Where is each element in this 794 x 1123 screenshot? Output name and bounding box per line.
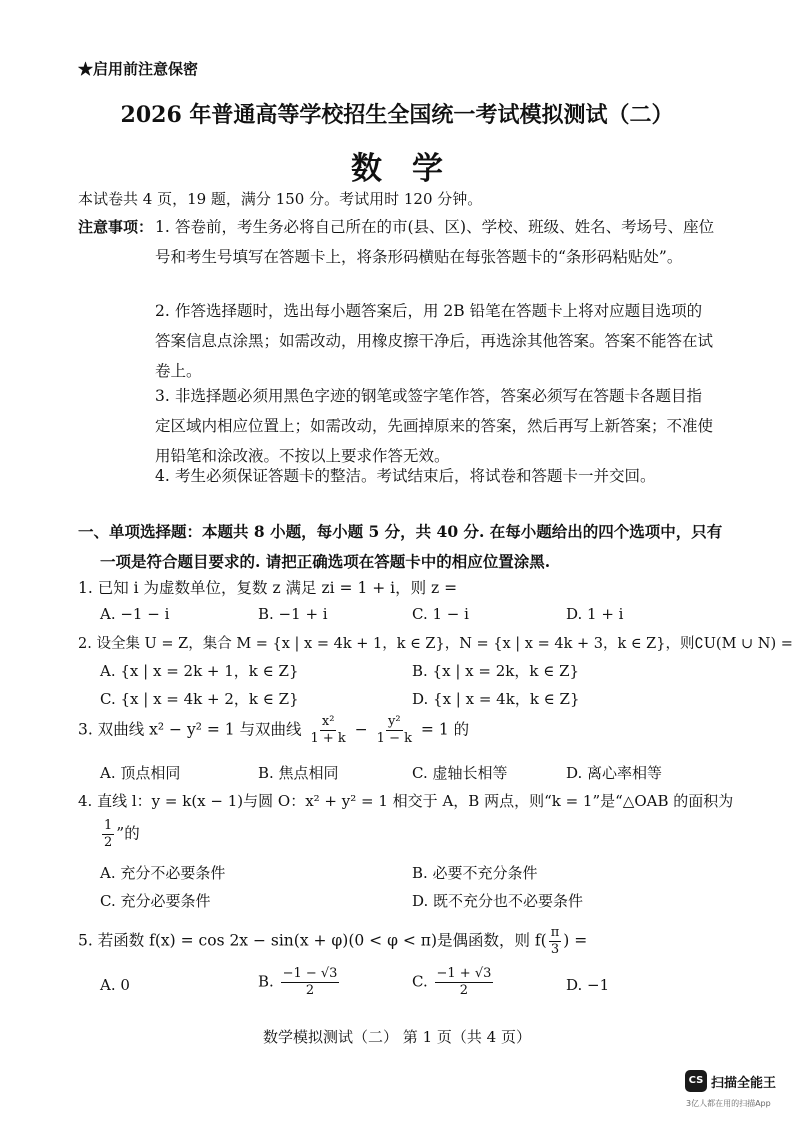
note-number: 2. [155, 302, 170, 320]
q5-option-c-fraction [435, 966, 494, 999]
q5-stem-post: ) = [563, 931, 588, 950]
q4-fraction [102, 818, 114, 851]
q3-option-c: C. 虚轴长相等 [412, 764, 508, 782]
section-heading [78, 517, 728, 577]
q3-option-a: A. 顶点相同 [100, 764, 181, 782]
q5-option-b-num: −1 − √3 [282, 966, 338, 981]
q5-option-b [258, 966, 341, 999]
question-3-stem [78, 714, 469, 747]
note-number: 1. [155, 218, 170, 236]
note-text: 作答选择题时，选出每小题答案后，用 2B 铅笔在答题卡上将对应题目选项的答案信息点涂黑；如需改动，用橡皮擦干净后，再选涂其他答案。答案不能答在试卷上。 [155, 302, 714, 380]
q3-fraction-1 [308, 714, 347, 747]
note-number: 3. [155, 387, 170, 405]
q2-option-a: A. {x | x = 2k + 1，k ∈ Z} [100, 662, 299, 680]
q4-fraction-num: 1 [104, 818, 113, 833]
question-4-stem: 4. 直线 l：y = k(x − 1)与圆 O：x² + y² = 1 相交于 A，B 两点，则“k = 1”是“△OAB 的面积为 [78, 792, 734, 810]
q4-stem-post: ”的 [116, 824, 140, 843]
question-4-stem-cont [100, 818, 140, 851]
q2-option-d: D. {x | x = 4k，k ∈ Z} [412, 690, 580, 708]
q3-minus: − [354, 720, 368, 739]
q5-option-b-den: 2 [305, 983, 315, 998]
camscanner-tagline: 3亿人都在用的扫描App [686, 1099, 771, 1108]
exam-intro: 本试卷共 4 页，19 题，满分 150 分。考试用时 120 分钟。 [78, 190, 483, 208]
q5-fraction [549, 925, 562, 958]
camscanner-logo-icon: CS [685, 1070, 707, 1092]
q5-option-c-num: −1 + √3 [436, 966, 492, 981]
q4-option-b: B. 必要不充分条件 [412, 864, 538, 882]
note-number: 4. [155, 467, 170, 485]
q5-option-a: A. 0 [100, 976, 130, 994]
exam-title: 2026 年普通高等学校招生全国统一考试模拟测试（二） [120, 102, 674, 128]
q1-option-b: B. −1 + i [258, 605, 328, 623]
q5-fraction-num: π [550, 925, 560, 940]
question-1-stem: 1. 已知 i 为虚数单位，复数 z 满足 zi = 1 + i，则 z = [78, 579, 458, 597]
note-text: 考生必须保证答题卡的整洁。考试结束后，将试卷和答题卡一并交回。 [175, 467, 656, 485]
q4-option-a: A. 充分不必要条件 [100, 864, 226, 882]
note-text: 答卷前，考生务必将自己所在的市(县、区)、学校、班级、姓名、考场号、座位号和考生号填写在答题卡上，将条形码横贴在每张答题卡的“条形码粘贴处”。 [155, 218, 715, 266]
question-2-stem: 2. 设全集 U = Z，集合 M = {x | x = 4k + 1，k ∈ Z}，N = {x | x = 4k + 3，k ∈ Z}，则∁U(M ∪ N) = [78, 636, 793, 652]
q4-fraction-den: 2 [104, 835, 113, 850]
section-heading-line2: 一项是符合题目要求的. 请把正确选项在答题卡中的相应位置涂黑. [100, 552, 551, 571]
confidential-mark: ★启用前注意保密 [78, 60, 199, 78]
q3-fraction-2 [375, 714, 414, 747]
question-5-stem [78, 925, 587, 958]
q4-option-d: D. 既不充分也不必要条件 [412, 892, 584, 910]
q3-fraction-2-num: y² [388, 714, 401, 729]
q2-option-b: B. {x | x = 2k，k ∈ Z} [412, 662, 580, 680]
subject-title: 数学 [351, 151, 473, 187]
q4-option-c: C. 充分必要条件 [100, 892, 211, 910]
q1-option-d: D. 1 + i [566, 605, 624, 623]
q5-stem-pre: 5. 若函数 f(x) = cos 2x − sin(x + φ)(0 < φ < π)是偶函数，则 f( [78, 931, 547, 950]
q2-option-c: C. {x | x = 4k + 2，k ∈ Z} [100, 690, 299, 708]
q5-option-b-fraction [281, 966, 340, 999]
note-text: 非选择题必须用黑色字迹的钢笔或签字笔作答，答案必须写在答题卡各题目指定区域内相应位置上；如需改动，先画掉原来的答案，然后再写上新答案；不准使用铅笔和涂改液。不按以上要求作答无效。 [155, 387, 714, 465]
q5-option-b-label: B. [258, 972, 274, 991]
q3-stem-pre: 3. 双曲线 x² − y² = 1 与双曲线 [78, 720, 302, 739]
q1-option-a: A. −1 − i [100, 605, 170, 623]
q5-option-c-label: C. [412, 972, 428, 991]
q5-option-c-den: 2 [459, 983, 469, 998]
q3-fraction-1-den: 1 + k [310, 731, 346, 746]
q5-fraction-den: 3 [550, 942, 560, 957]
q3-fraction-1-num: x² [321, 714, 335, 729]
notes-label: 注意事项： [78, 218, 154, 236]
q3-option-b: B. 焦点相同 [258, 764, 339, 782]
q5-option-d: D. −1 [566, 976, 610, 994]
page-footer: 数学模拟测试（二） 第 1 页（共 4 页） [263, 1028, 531, 1046]
q3-fraction-2-den: 1 − k [376, 731, 412, 746]
q5-option-c [412, 966, 495, 999]
q1-option-c: C. 1 − i [412, 605, 469, 623]
q3-stem-post: = 1 的 [420, 720, 470, 739]
q3-option-d: D. 离心率相等 [566, 764, 663, 782]
section-heading-line1: 一、单项选择题：本题共 8 小题，每小题 5 分，共 40 分. 在每小题给出的四个选项中，只有 [78, 522, 723, 541]
camscanner-label: 扫描全能王 [711, 1076, 777, 1091]
